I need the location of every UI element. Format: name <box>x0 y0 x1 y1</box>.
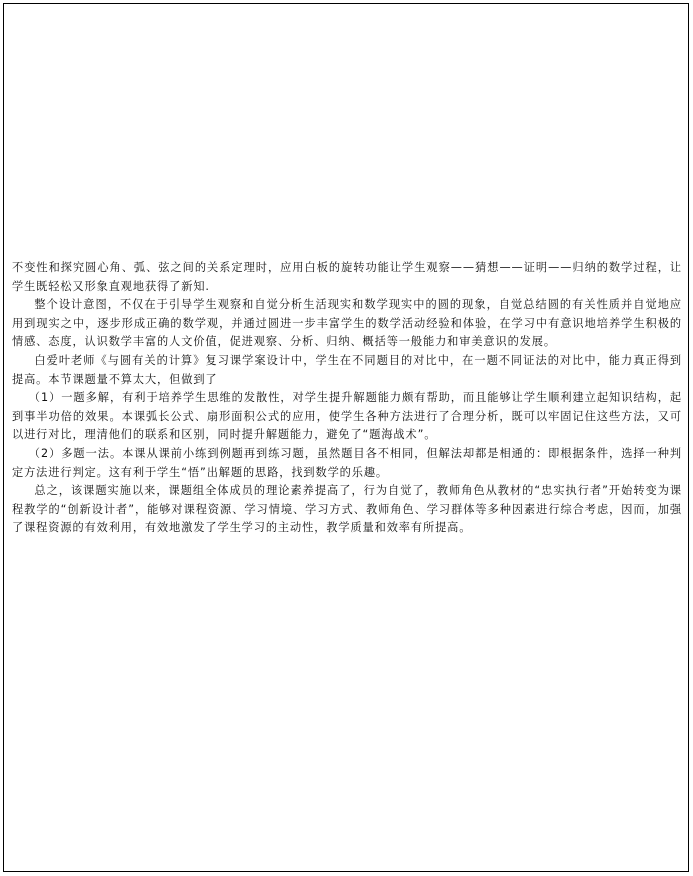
paragraph-point-one: （1）一题多解，有利于培养学生思维的发散性，对学生提升解题能力颇有帮助，而且能够让学生顺利建立起知识结构，起到事半功倍的效果。本课弧长公式、扇形面积公式的应用，使学生各种方法进行了合理分析，既可以牢固记住这些方法，又可以进行对比，理清他们的联系和区别，同时提升解题能力，避免了“题海战术”。 <box>12 391 682 442</box>
paragraph-continuation: 不变性和探究圆心角、弧、弦之间的关系定理时，应用白板的旋转功能让学生观察——猜想——证明——归纳的数学过程，让学生既轻松又形象直观地获得了新知. <box>12 261 682 293</box>
paragraph-bai-aiye-lesson: 白爱叶老师《与圆有关的计算》复习课学案设计中，学生在不同题目的对比中，在一题不同证法的对比中，能力真正得到提高。本节课题量不算太大，但做到了 <box>12 353 682 386</box>
paragraph-point-two: （2）多题一法。本课从课前小练到例题再到练习题，虽然题目各不相同，但解法却都是相通的：即根据条件，选择一种判定方法进行判定。这有利于学生“悟”出解题的思路，找到数学的乐趣。 <box>12 446 682 479</box>
paragraph-conclusion: 总之，该课题实施以来，课题组全体成员的理论素养提高了，行为自觉了，教师角色从教材的“忠实执行者”开始转变为课程教学的“创新设计者”，能够对课程资源、学习情境、学习方式、教师角色、学习群体等多种因素进行综合考虑，因而，加强了课程资源的有效利用，有效地激发了学生学习的主动性，教学质量和效率有所提高。 <box>12 484 682 535</box>
document-text-body <box>12 259 682 538</box>
paragraph-design-intent: 整个设计意图，不仅在于引导学生观察和自觉分析生活现实和数学现实中的圆的现象，自觉总结圆的有关性质并自觉地应用到现实之中，逐步形成正确的数学观，并通过圆进一步丰富学生的数学活动经验和体验，在学习中有意识地培养学生积极的情感、态度，认识数学丰富的人文价值，促进观察、分析、归纳、概括等一般能力和审美意识的发展。 <box>12 298 682 349</box>
